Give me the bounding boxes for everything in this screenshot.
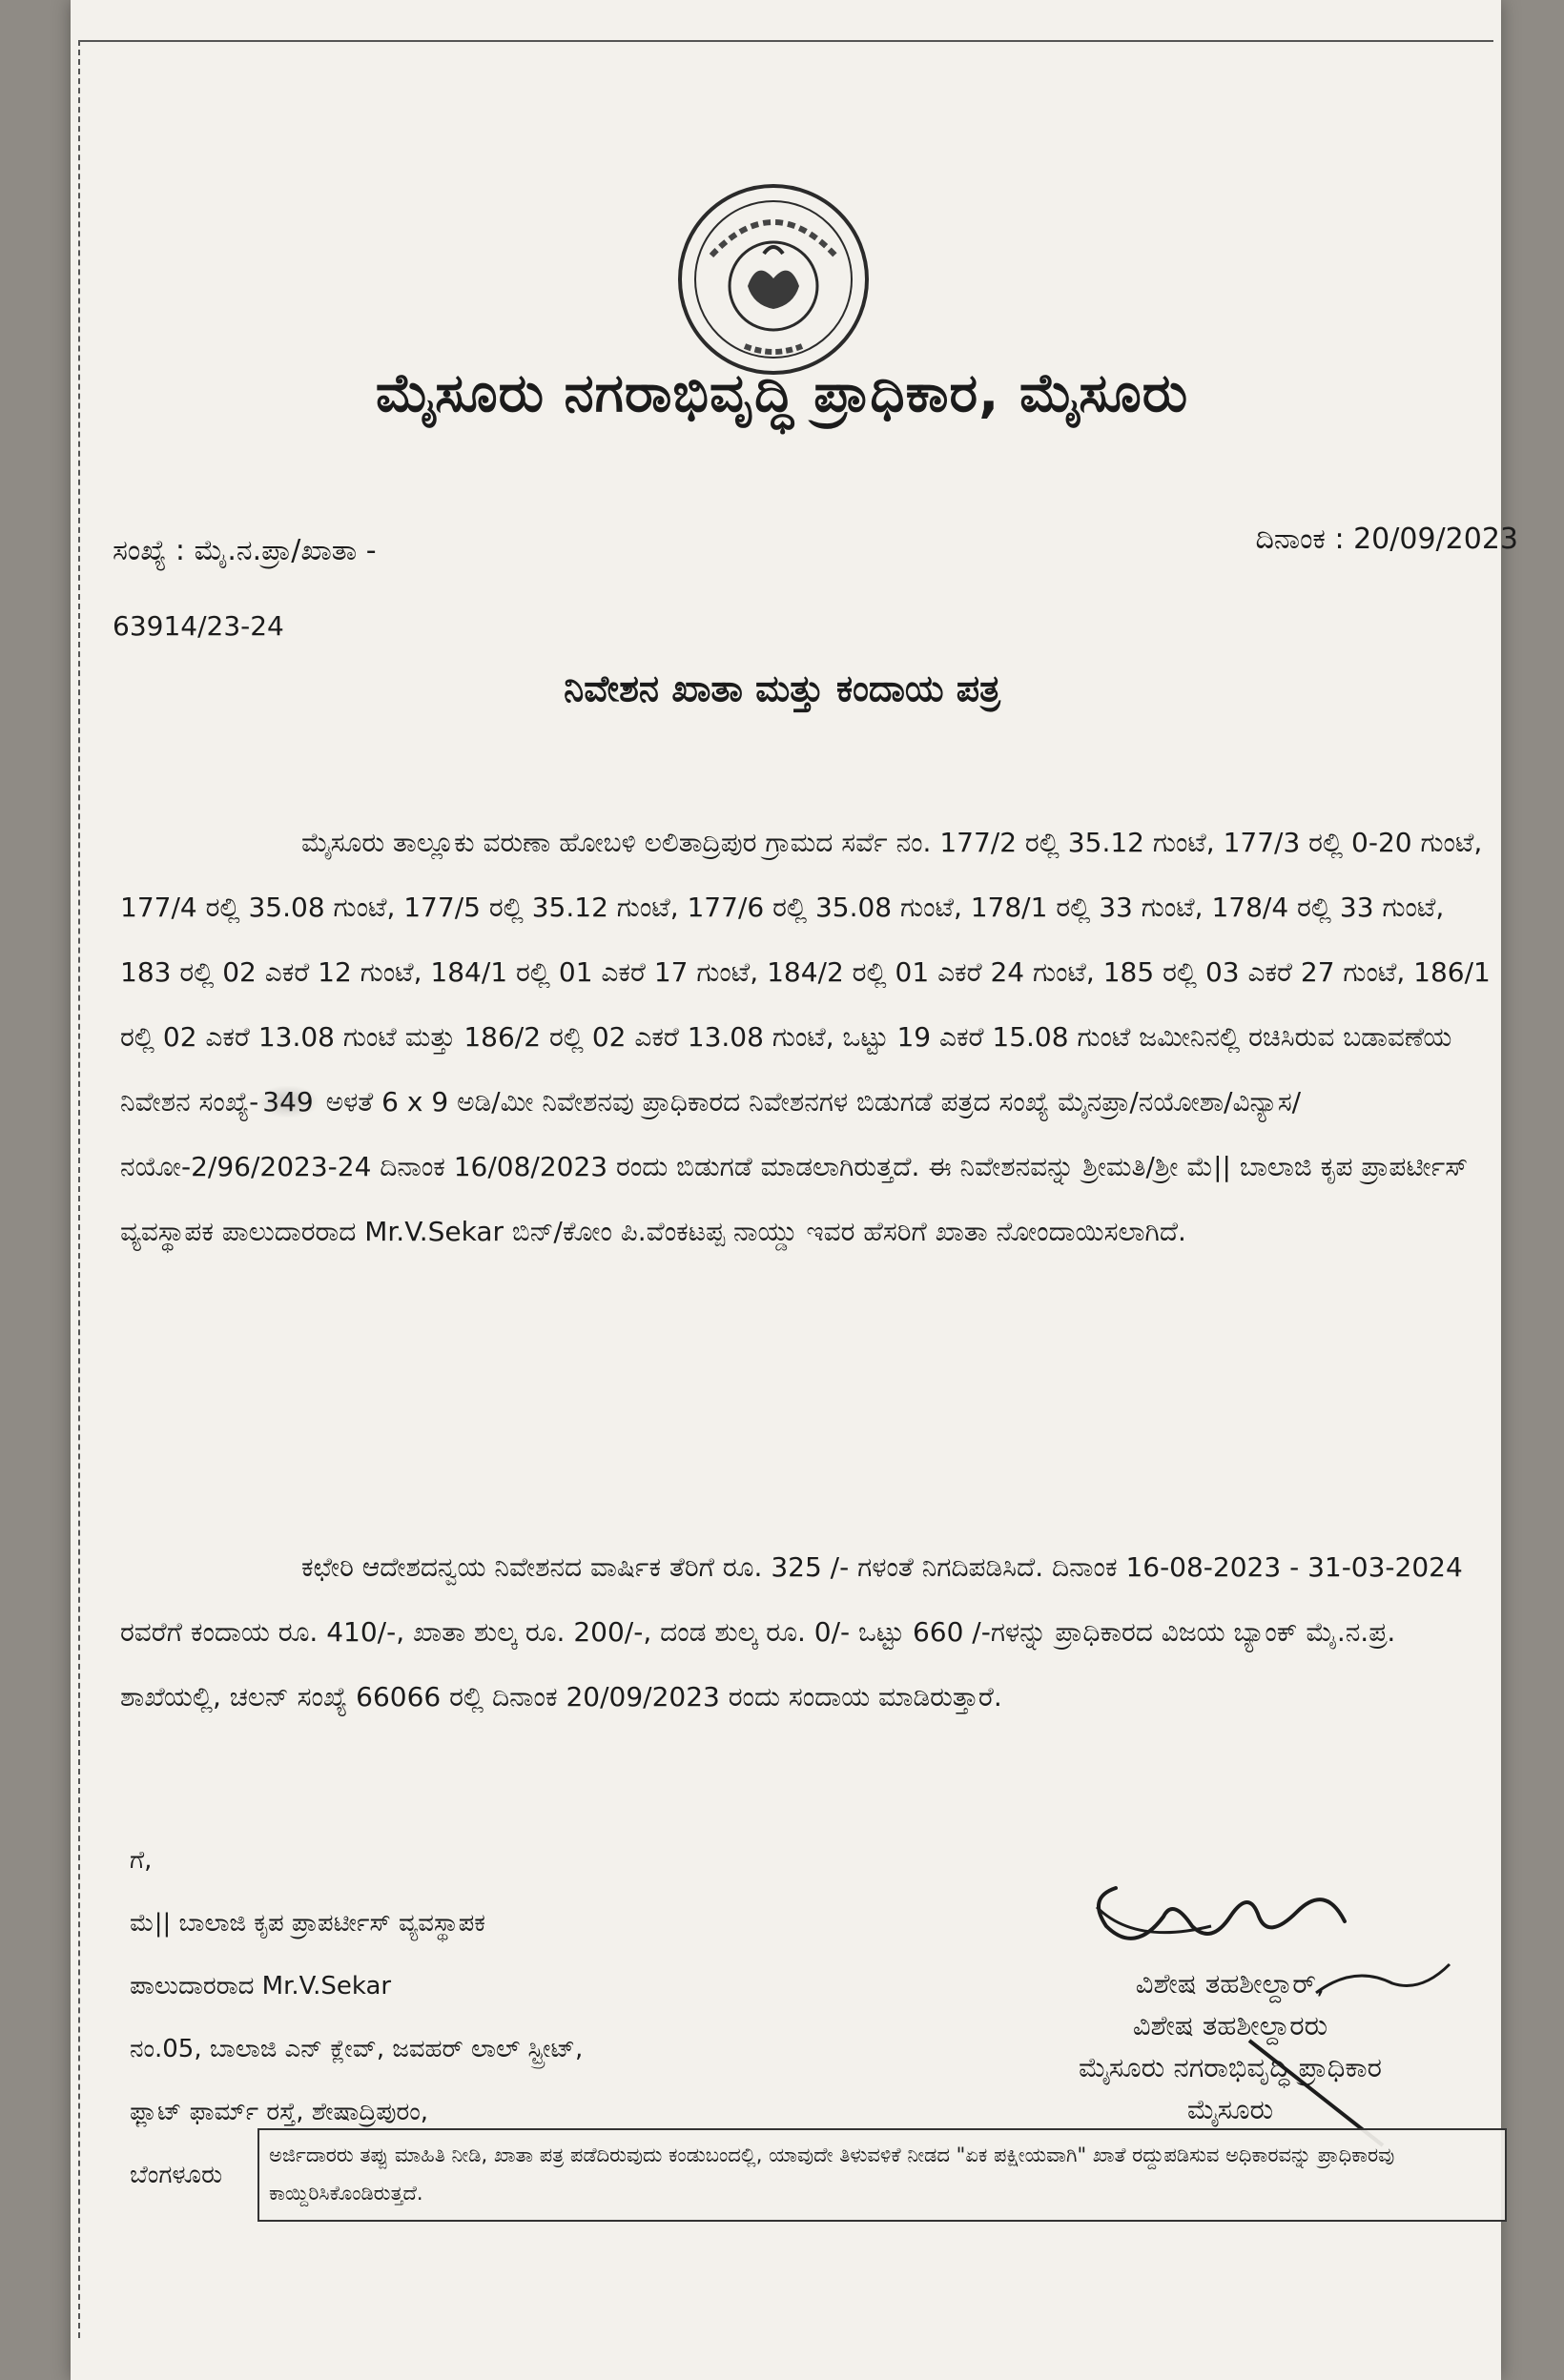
body-paragraph-2: ಕಛೇರಿ ಆದೇಶದನ್ವಯ ನಿವೇಶನದ ವಾರ್ಷಿಕ ತೆರಿಗೆ ರೂ. 325 /- ಗಳಂತೆ ನಿಗದಿಪಡಿಸಿದೆ. ದಿನಾಂಕ 16-08-2023 - 31-03-2024 ರವರೆಗೆ ಕಂದಾಯ ರೂ. 410/-, ಖಾತಾ ಶುಲ್ಕ ರೂ. 200/-, ದಂಡ ಶುಲ್ಕ ರೂ. 0/- ಒಟ್ಟು 660 /-ಗಳನ್ನು ಪ್ರಾಧಿಕಾರದ ವಿಜಯ ಬ್ಯಾಂಕ್ ಮೈ.ನ.ಪ್ರ. ಶಾಖೆಯಲ್ಲಿ, ಚಲನ್ ಸಂಖ್ಯೆ 66066 ರಲ್ಲಿ ದಿನಾಂಕ 20/09/2023 ರಂದು ಸಂದಾಯ ಮಾಡಿರುತ್ತಾರೆ. bbox=[120, 1551, 1463, 1713]
paragraph-1-text: ಮೈಸೂರು ತಾಲ್ಲೂಕು ವರುಣಾ ಹೋಬಳಿ ಲಲಿತಾದ್ರಿಪುರ ಗ್ರಾಮದ ಸರ್ವೆ ನಂ. 177/2 ರಲ್ಲಿ 35.12 ಗುಂಟೆ, 177/3 ರಲ್ಲಿ 0-20 ಗುಂಟೆ, 177/4 ರಲ್ಲಿ 35.08 ಗುಂಟೆ, 177/5 ರಲ್ಲಿ 35.12 ಗುಂಟೆ, 177/6 ರಲ್ಲಿ 35.08 ಗುಂಟೆ, 178/1 ರಲ್ಲಿ 33 ಗುಂಟೆ, 178/4 ರಲ್ಲಿ 33 ಗುಂಟೆ, 183 ರಲ್ಲಿ 02 ಎಕರೆ 12 ಗುಂಟೆ, 184/1 ರಲ್ಲಿ 01 ಎಕರೆ 17 ಗುಂಟೆ, 184/2 ರಲ್ಲಿ 01 ಎಕರೆ 24 ಗುಂಟೆ, 185 ರಲ್ಲಿ 03 ಎಕರೆ 27 ಗುಂಟೆ, 186/1 ರಲ್ಲಿ 02 ಎಕರೆ 13.08 ಗುಂಟೆ ಮತ್ತು 186/2 ರಲ್ಲಿ 02 ಎಕರೆ 13.08 ಗುಂಟೆ, ಒಟ್ಟು 19 ಎಕರೆ 15.08 ಗುಂಟೆ ಜಮೀನಿನಲ್ಲಿ ರಚಿಸಿರುವ ಬಡಾವಣೆಯ ನಿವೇಶನ ಸಂಖ್ಯೆ- bbox=[120, 827, 1491, 1118]
document-date: ದಿನಾಂಕ : 20/09/2023 bbox=[1255, 523, 1518, 556]
reference-label: ಸಂಖ್ಯೆ : ಮೈ.ನ.ಪ್ರಾ/ಖಾತಾ - bbox=[113, 534, 377, 567]
body-paragraph-1 bbox=[120, 810, 1498, 1264]
page-title: ಮೈಸೂರು ನಗರಾಭಿವೃದ್ಧಿ ಪ್ರಾಧಿಕಾರ, ಮೈಸೂರು bbox=[375, 362, 1189, 424]
recipient-line-5: ಬೆಂಗಳೂರು bbox=[130, 2161, 223, 2189]
recipient-line-4: ಫ್ಲಾಟ್ ಫಾರ್ಮ್ ರಸ್ತೆ, ಶೇಷಾದ್ರಿಪುರಂ, bbox=[130, 2098, 428, 2126]
paragraph-1-continued: ಅಳತೆ 6 x 9 ಅಡಿ/ಮೀ ನಿವೇಶನವು ಪ್ರಾಧಿಕಾರದ ನಿವೇಶನಗಳ ಬಿಡುಗಡೆ ಪತ್ರದ ಸಂಖ್ಯೆ ಮೈನಪ್ರಾ/ನಯೋಶಾ/ವಿನ್ಯಾಸ/ನಯೋ-2/96/2023-24 ದಿನಾಂಕ 16/08/2023 ರಂದು ಬಿಡುಗಡೆ ಮಾಡಲಾಗಿರುತ್ತದೆ. ಈ ನಿವೇಶನವನ್ನು ಶ್ರೀಮತಿ/ಶ್ರೀ ಮೆ|| ಬಾಲಾಜಿ ಕೃಪ ಪ್ರಾಪರ್ಟೀಸ್ ವ್ಯವಸ್ಥಾಪಕ ಪಾಲುದಾರರಾದ Mr.V.Sekar ಬಿನ್/ಕೋಂ ಪಿ.ವೆಂಕಟಪ್ಪ ನಾಯ್ಡು ಇವರ ಹೆಸರಿಗೆ ಖಾತಾ ನೋಂದಾಯಿಸಲಾಗಿದೆ. bbox=[120, 1086, 1469, 1247]
site-number: 349 bbox=[258, 1086, 317, 1118]
recipient-salutation: ಗೆ, bbox=[130, 1846, 153, 1875]
disclaimer-note: ಅರ್ಜಿದಾರರು ತಪ್ಪು ಮಾಹಿತಿ ನೀಡಿ, ಖಾತಾ ಪತ್ರ ಪಡೆದಿರುವುದು ಕಂಡುಬಂದಲ್ಲಿ, ಯಾವುದೇ ತಿಳುವಳಿಕೆ ನೀಡದ "ಏಕ ಪಕ್ಷೀಯವಾಗಿ" ಖಾತೆ ರದ್ದುಪಡಿಸುವ ಅಧಿಕಾರವನ್ನು ಪ್ರಾಧಿಕಾರವು ಕಾಯ್ದಿರಿಸಿಕೊಂಡಿರುತ್ತದೆ. bbox=[257, 2128, 1507, 2222]
authority-seal bbox=[673, 179, 874, 380]
signatory-title-3: ಮೈಸೂರು ನಗರಾಭಿವೃದ್ಧಿ ಪ್ರಾಧಿಕಾರ bbox=[1079, 2051, 1382, 2083]
signatory-title-1: ವಿಶೇಷ ತಹಶೀಲ್ದಾರ್, bbox=[1135, 1967, 1326, 2000]
document-subject: ನಿವೇಶನ ಖಾತಾ ಮತ್ತು ಕಂದಾಯ ಪತ್ರ bbox=[564, 667, 1000, 709]
recipient-line-3: ನಂ.05, ಬಾಲಾಜಿ ಎನ್ ಕ್ಲೇವ್, ಜವಹರ್ ಲಾಲ್ ಸ್ಟ್ರೀಟ್, bbox=[130, 2035, 584, 2063]
recipient-line-2: ಪಾಲುದಾರರಾದ Mr.V.Sekar bbox=[130, 1972, 392, 2000]
recipient-line-1: ಮೆ|| ಬಾಲಾಜಿ ಕೃಪ ಪ್ರಾಪರ್ಟೀಸ್ ವ್ಯವಸ್ಥಾಪಕ bbox=[130, 1909, 485, 1938]
reference-number: 63914/23-24 bbox=[113, 610, 284, 642]
signatory-title-4: ಮೈಸೂರು bbox=[1186, 2093, 1274, 2125]
signatory-block bbox=[935, 1962, 1526, 2130]
signatory-title-2: ವಿಶೇಷ ತಹಶೀಲ್ದಾರರು bbox=[1132, 2009, 1328, 2041]
